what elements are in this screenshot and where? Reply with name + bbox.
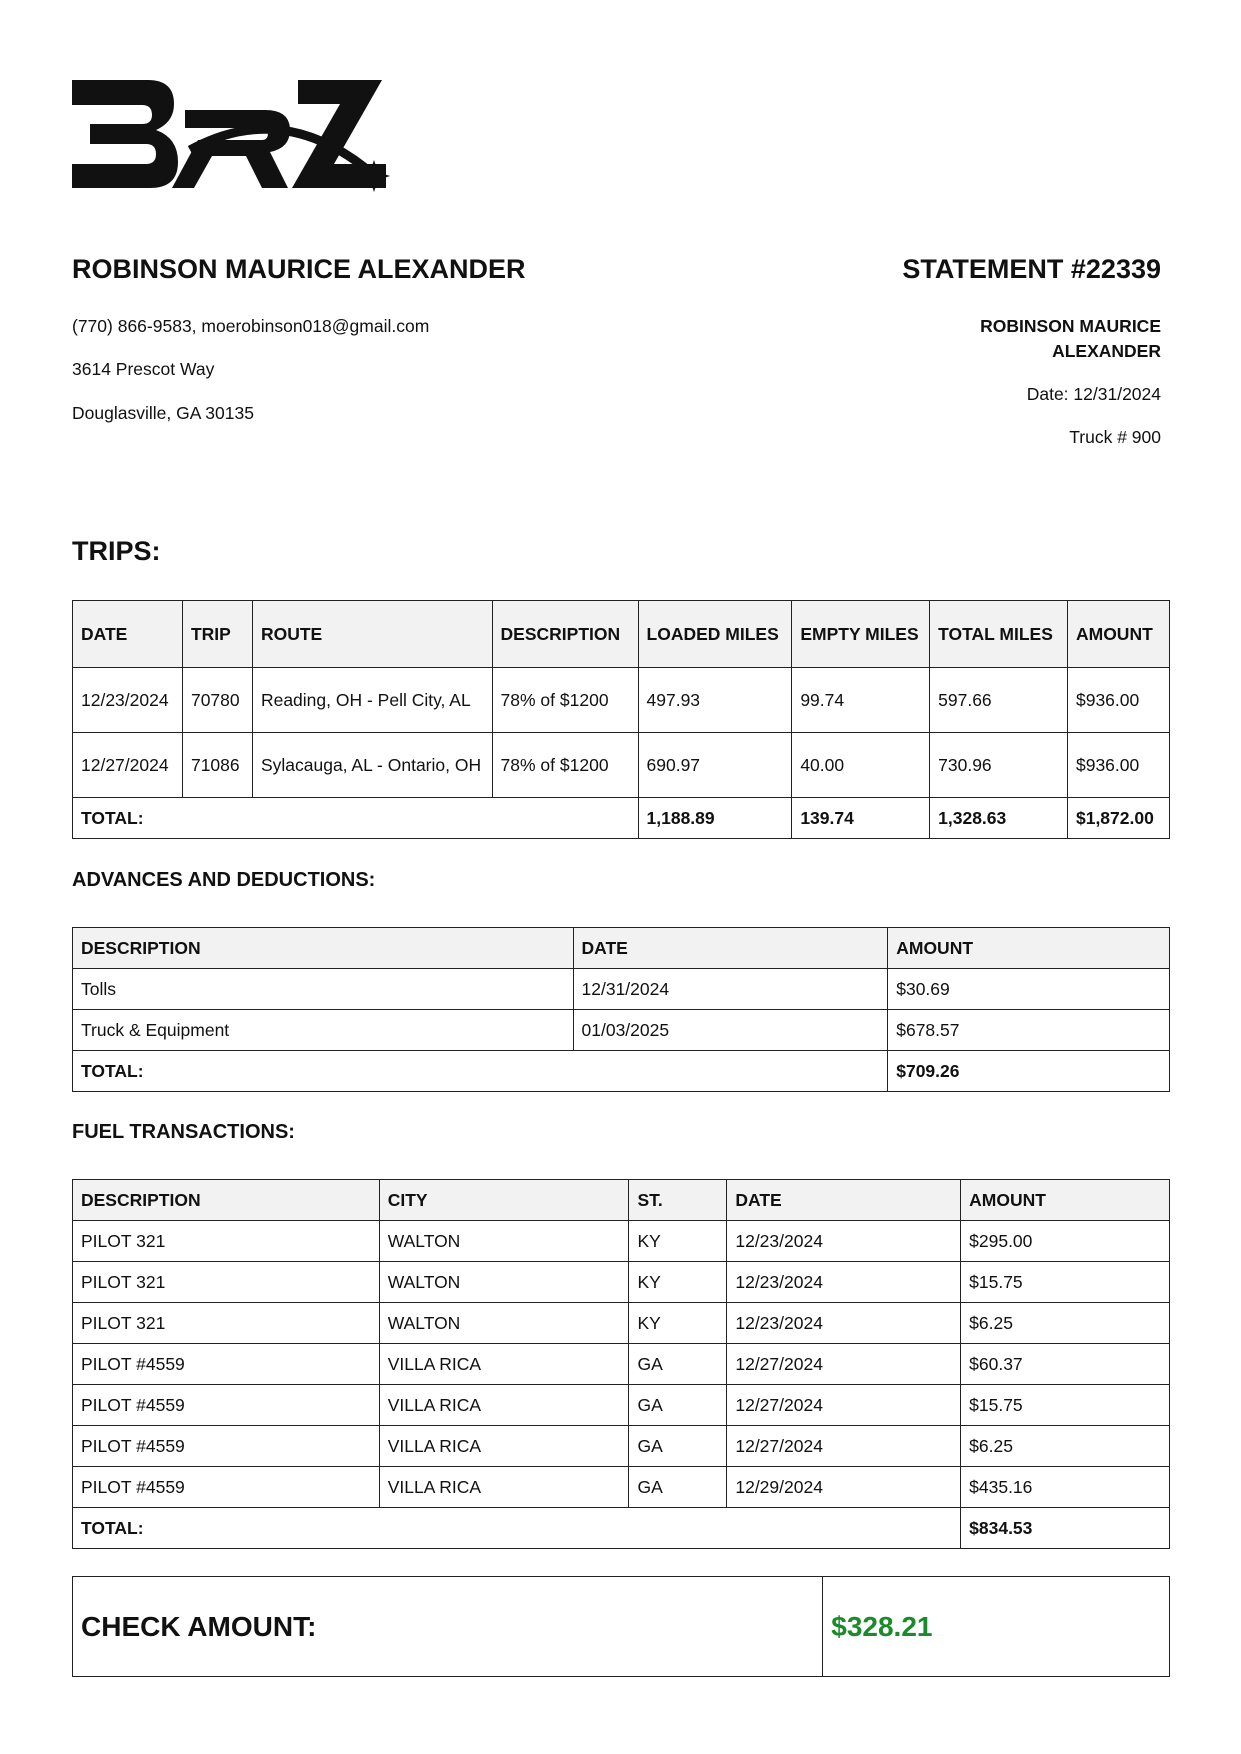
statement-details bbox=[841, 314, 1161, 450]
fuel-date: 12/29/2024 bbox=[727, 1467, 961, 1508]
total-label: TOTAL: bbox=[73, 1508, 961, 1549]
col-date: DATE bbox=[573, 928, 888, 969]
fuel-date: 12/27/2024 bbox=[727, 1385, 961, 1426]
fuel-amount: $295.00 bbox=[961, 1221, 1170, 1262]
check-amount-value: $328.21 bbox=[823, 1577, 1170, 1677]
trip-date: 12/27/2024 bbox=[73, 733, 183, 798]
table-row bbox=[73, 668, 1170, 733]
table-row bbox=[73, 1344, 1170, 1385]
fuel-description: PILOT #4559 bbox=[73, 1385, 380, 1426]
fuel-city: VILLA RICA bbox=[379, 1467, 629, 1508]
trip-description: 78% of $1200 bbox=[492, 668, 638, 733]
check-amount-label: CHECK AMOUNT: bbox=[73, 1577, 823, 1677]
advance-date: 01/03/2025 bbox=[573, 1010, 888, 1051]
table-row bbox=[73, 1467, 1170, 1508]
col-total-miles: TOTAL MILES bbox=[930, 601, 1068, 668]
col-trip: TRIP bbox=[182, 601, 252, 668]
fuel-amount: $15.75 bbox=[961, 1262, 1170, 1303]
trip-empty-miles: 99.74 bbox=[792, 668, 930, 733]
fuel-city: WALTON bbox=[379, 1303, 629, 1344]
fuel-state: GA bbox=[629, 1467, 727, 1508]
fuel-date: 12/27/2024 bbox=[727, 1426, 961, 1467]
fuel-date: 12/23/2024 bbox=[727, 1303, 961, 1344]
trip-total-miles: 730.96 bbox=[930, 733, 1068, 798]
statement-number: STATEMENT #22339 bbox=[902, 254, 1161, 284]
col-route: ROUTE bbox=[252, 601, 492, 668]
col-empty-miles: EMPTY MILES bbox=[792, 601, 930, 668]
col-description: DESCRIPTION bbox=[492, 601, 638, 668]
fuel-description: PILOT #4559 bbox=[73, 1467, 380, 1508]
fuel-city: WALTON bbox=[379, 1262, 629, 1303]
fuel-city: VILLA RICA bbox=[379, 1426, 629, 1467]
total-amount: $834.53 bbox=[961, 1508, 1170, 1549]
fuel-state: KY bbox=[629, 1262, 727, 1303]
advance-date: 12/31/2024 bbox=[573, 969, 888, 1010]
table-row bbox=[73, 1010, 1170, 1051]
trip-description: 78% of $1200 bbox=[492, 733, 638, 798]
total-label: TOTAL: bbox=[73, 798, 639, 839]
address-line-2: Douglasville, GA 30135 bbox=[72, 403, 254, 423]
advance-amount: $678.57 bbox=[888, 1010, 1170, 1051]
trip-loaded-miles: 497.93 bbox=[638, 668, 792, 733]
recipient-name-line-2: ALEXANDER bbox=[1052, 341, 1161, 361]
fuel-table bbox=[72, 1179, 1170, 1549]
col-amount: AMOUNT bbox=[1067, 601, 1169, 668]
fuel-total-row bbox=[73, 1508, 1170, 1549]
trip-amount: $936.00 bbox=[1067, 733, 1169, 798]
address-line-1: 3614 Prescot Way bbox=[72, 359, 215, 379]
col-date: DATE bbox=[73, 601, 183, 668]
trip-number: 70780 bbox=[182, 668, 252, 733]
fuel-state: KY bbox=[629, 1221, 727, 1262]
advances-table bbox=[72, 927, 1170, 1092]
driver-name: ROBINSON MAURICE ALEXANDER bbox=[72, 254, 526, 284]
col-state: ST. bbox=[629, 1180, 727, 1221]
fuel-description: PILOT 321 bbox=[73, 1303, 380, 1344]
fuel-date: 12/27/2024 bbox=[727, 1344, 961, 1385]
truck-number: Truck # 900 bbox=[1069, 427, 1161, 447]
col-amount: AMOUNT bbox=[961, 1180, 1170, 1221]
check-amount-box bbox=[72, 1576, 1170, 1677]
fuel-title: FUEL TRANSACTIONS: bbox=[72, 1121, 295, 1143]
total-amount: $1,872.00 bbox=[1067, 798, 1169, 839]
total-loaded-miles: 1,188.89 bbox=[638, 798, 792, 839]
fuel-amount: $435.16 bbox=[961, 1467, 1170, 1508]
fuel-state: KY bbox=[629, 1303, 727, 1344]
col-description: DESCRIPTION bbox=[73, 928, 574, 969]
col-date: DATE bbox=[727, 1180, 961, 1221]
statement-date: Date: 12/31/2024 bbox=[1026, 384, 1161, 404]
col-description: DESCRIPTION bbox=[73, 1180, 380, 1221]
fuel-description: PILOT 321 bbox=[73, 1262, 380, 1303]
advances-header-row bbox=[73, 928, 1170, 969]
fuel-description: PILOT #4559 bbox=[73, 1426, 380, 1467]
advance-description: Tolls bbox=[73, 969, 574, 1010]
fuel-description: PILOT 321 bbox=[73, 1221, 380, 1262]
trip-route: Reading, OH - Pell City, AL bbox=[252, 668, 492, 733]
advances-title: ADVANCES AND DEDUCTIONS: bbox=[72, 869, 376, 891]
company-logo bbox=[70, 78, 390, 193]
table-row bbox=[73, 1221, 1170, 1262]
advances-total-row bbox=[73, 1051, 1170, 1092]
col-loaded-miles: LOADED MILES bbox=[638, 601, 792, 668]
trips-table bbox=[72, 600, 1170, 839]
fuel-amount: $60.37 bbox=[961, 1344, 1170, 1385]
trip-amount: $936.00 bbox=[1067, 668, 1169, 733]
fuel-description: PILOT #4559 bbox=[73, 1344, 380, 1385]
fuel-amount: $15.75 bbox=[961, 1385, 1170, 1426]
trip-number: 71086 bbox=[182, 733, 252, 798]
recipient-name-line-1: ROBINSON MAURICE bbox=[980, 316, 1161, 336]
table-row bbox=[73, 969, 1170, 1010]
table-row bbox=[73, 1262, 1170, 1303]
trip-total-miles: 597.66 bbox=[930, 668, 1068, 733]
fuel-state: GA bbox=[629, 1426, 727, 1467]
fuel-city: WALTON bbox=[379, 1221, 629, 1262]
trips-header-row bbox=[73, 601, 1170, 668]
total-label: TOTAL: bbox=[73, 1051, 888, 1092]
col-city: CITY bbox=[379, 1180, 629, 1221]
trip-date: 12/23/2024 bbox=[73, 668, 183, 733]
fuel-city: VILLA RICA bbox=[379, 1344, 629, 1385]
advance-amount: $30.69 bbox=[888, 969, 1170, 1010]
fuel-date: 12/23/2024 bbox=[727, 1262, 961, 1303]
trips-title: TRIPS: bbox=[72, 536, 161, 566]
fuel-state: GA bbox=[629, 1344, 727, 1385]
table-row bbox=[73, 733, 1170, 798]
trip-route: Sylacauga, AL - Ontario, OH bbox=[252, 733, 492, 798]
trips-total-row bbox=[73, 798, 1170, 839]
table-row bbox=[73, 1426, 1170, 1467]
contact-info: (770) 866-9583, moerobinson018@gmail.com bbox=[72, 316, 430, 336]
total-empty-miles: 139.74 bbox=[792, 798, 930, 839]
fuel-city: VILLA RICA bbox=[379, 1385, 629, 1426]
col-amount: AMOUNT bbox=[888, 928, 1170, 969]
fuel-date: 12/23/2024 bbox=[727, 1221, 961, 1262]
total-total-miles: 1,328.63 bbox=[930, 798, 1068, 839]
table-row bbox=[73, 1303, 1170, 1344]
fuel-amount: $6.25 bbox=[961, 1303, 1170, 1344]
fuel-amount: $6.25 bbox=[961, 1426, 1170, 1467]
total-amount: $709.26 bbox=[888, 1051, 1170, 1092]
trip-loaded-miles: 690.97 bbox=[638, 733, 792, 798]
fuel-header-row bbox=[73, 1180, 1170, 1221]
trip-empty-miles: 40.00 bbox=[792, 733, 930, 798]
advance-description: Truck & Equipment bbox=[73, 1010, 574, 1051]
fuel-state: GA bbox=[629, 1385, 727, 1426]
table-row bbox=[73, 1385, 1170, 1426]
